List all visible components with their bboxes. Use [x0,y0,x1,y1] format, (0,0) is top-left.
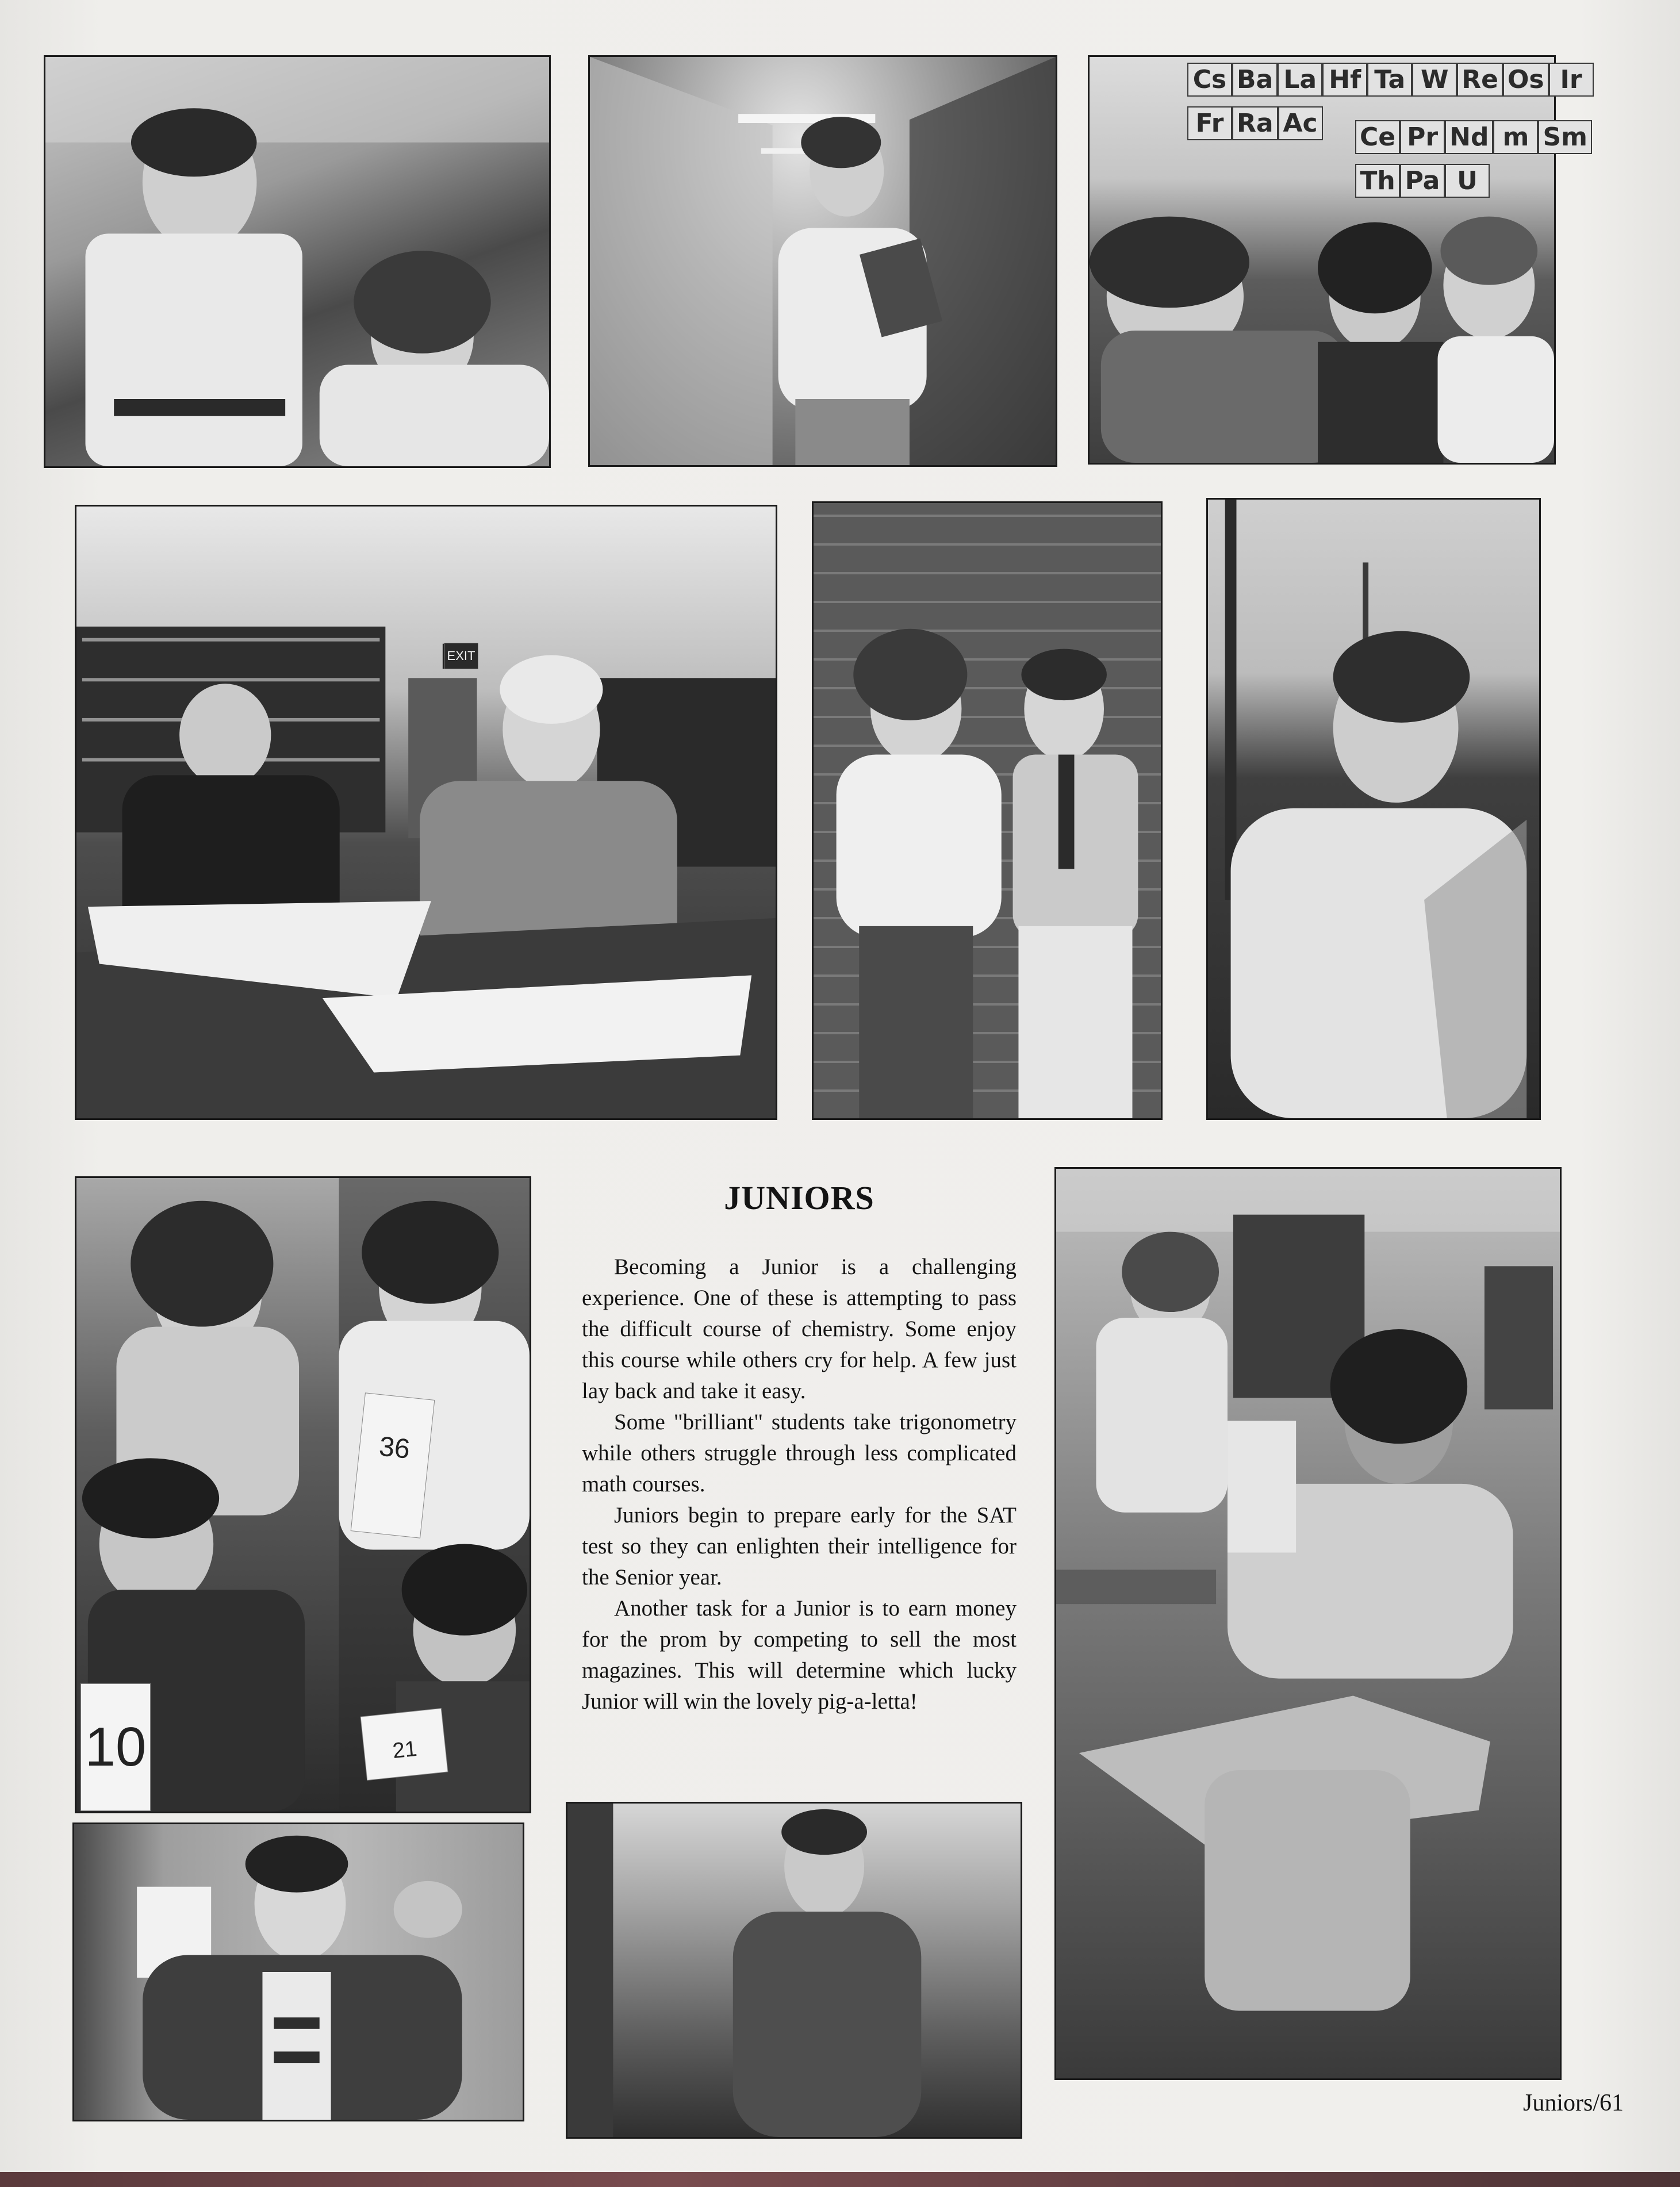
paragraph: Becoming a Junior is a challenging experience. One of these is attempting to pass the difficult course of chemistry. Some enjoy this course while others cry for help. A few just lay back and take it easy. [582,1254,1017,1403]
number-sign-10: 10 [81,1684,150,1810]
photo-student-and-teacher-brick-wall [812,501,1163,1120]
photo-students-holding-numbers [75,1176,531,1813]
photo-student-outdoors [1206,498,1541,1120]
periodic-table-row-3: Ce Pr Nd m Sm [1355,120,1592,154]
periodic-table-row-4: Th Pa U [1355,164,1490,198]
exit-sign: EXIT [444,643,478,669]
photo-three-students-periodic-table [1088,55,1588,465]
photo-student-in-hallway [588,55,1057,467]
paragraph: Another task for a Junior is to earn money for the prom by competing to sell the most magazines. This will determine which lucky Junior will win the lovely pig-a-letta! [582,1596,1017,1714]
photo-library-study [75,505,777,1120]
number-sign-21: 21 [361,1709,448,1780]
periodic-table-row-2: Fr Ra Ac [1187,106,1323,140]
paragraph: Juniors begin to prepare early for the SAT test so they can enlighten their intelligence for the Senior year. [582,1503,1017,1590]
photo-student-seated-classroom [1054,1167,1562,2080]
article [582,1179,1017,1717]
page-edge [0,2172,1680,2187]
photo-student-leaning-wall [566,1802,1022,2139]
periodic-table-row-1: Cs Ba La Hf Ta W Re Os Ir [1187,63,1594,97]
page-title: JUNIORS [724,1179,874,1217]
photo-student-flexing [72,1822,524,2121]
page-folio: Juniors/61 [1522,2090,1624,2116]
number-sign-36: 36 [351,1393,434,1537]
paragraph: Some "brilliant" students take trigonometry while others struggle through less complicated math courses. [582,1410,1017,1497]
photo-teacher-and-student [44,55,551,468]
